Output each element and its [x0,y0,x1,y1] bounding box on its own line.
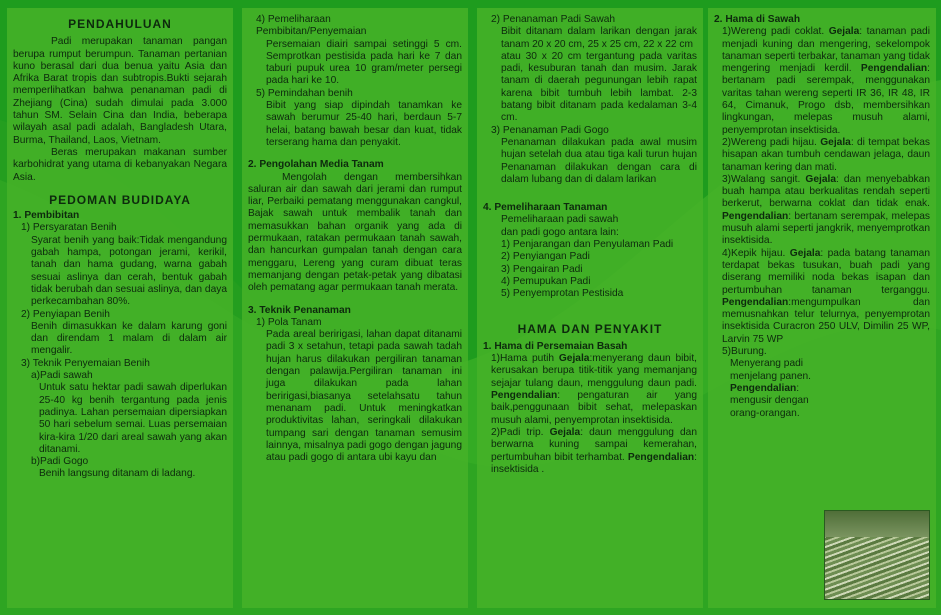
pest-name: 1)Hama putih [491,353,555,365]
pengendalian-text: : bertanam padi serempak, menggunakan varitas tahan wereng seperti IR 36, IR 48, IR 64, Cimanuk, Progo dsb, membersihkan lingkungan, melepas musuh alami, penyemprotan insektisida. [722,63,930,136]
pest-name: 3)Walang sangit. [722,173,801,185]
heading-teknik-penanaman: 3. Teknik Penanaman [248,304,351,316]
list-item: 5) Penyemprotan Pestisida [501,288,624,300]
pengendalian-label: Pengendalian [730,382,797,394]
pest-name: 4)Kepik hijau. [722,247,786,259]
text-wereng-coklat [714,26,930,137]
heading-persyaratan-benih: 1) Persyaratan Benih [21,222,117,234]
text-pemeliharaan: Persemaian diairi sampai setinggi 5 cm. Semprotkan pestisida pada hari ke 7 dan taburi pupuk urea 10 gram/meter persegi pada hari ke 10. [266,38,462,87]
gejala-label: Gejala [828,26,860,38]
gejala-text: : daun menggulung dan berwarna kuning sampai kemerahan, pertumbuhan bibit terhambat. [491,426,697,463]
pest-name: 1)Wereng padi coklat. [722,26,825,38]
text-pola-tanam: Pada areal beririgasi, lahan dapat ditanami padi 3 x setahun, tetapi pada sawah tadah hujan harus dilakukan pergiliran tanaman dengan palawija.Pergiliran tanaman ini juga dilakukan pada lahan beririgasi,biasanya setelahsatu tahun menanam padi. Untuk meningkatkan produktivitas lahan, seringkali dilakukan tumpang sari dengan tanaman semusim lainnya, misalnya padi gogo dengan jagung atau padi gogo di antara ubi kayu dan [266,329,462,464]
column-3 [477,8,703,608]
column-4 [708,8,936,608]
gejala-label: Gejala [549,426,581,438]
list-item: 4) Pemupukan Padi [501,275,591,287]
list-item: 2) Penyiangan Padi [501,251,590,263]
pengendalian-text: : insektisida . [491,451,697,475]
heading-pemindahan-benih: 5) Pemindahan benih [256,87,353,99]
text-penanaman-padi-gogo: Penanaman dilakukan pada awal musim hujan setelah dua atau tiga kali turun hujan Penanaman dilakukan dengan cara di dalam lubang dan di dalam larikan [501,136,697,185]
pengendalian-text: : pengaturan air yang baik,penggunaan bibit sehat, melepaskan musuh alami, penyemprotan insektisida. [491,390,697,426]
text-hama-putih [483,353,697,427]
heading-penanaman-padi-sawah: 2) Penanaman Padi Sawah [491,14,616,25]
text-pemindahan-benih: Bibit yang siap dipindah tanamkan ke sawah berumur 25-40 hari, berdaun 5-7 helai, batang bawah besar dan kuat, tidak terserang hama dan penyakit. [266,100,462,148]
intro-paragraph-1: Padi merupakan tanaman pangan berupa rumput berumpun. Tanaman pertanian kuno berasal dari dua benua yaitu Asia dan Afrika Barat tropis dan subtropis.Bukti sejarah memperlihatkan bahwa penanaman padi di Zhejiang (Cina) sudah dimulai pada 3.000 tahun SM. Selain Cina dan India, beberapa wilayah asal padi adalah, Bangladesh Utara, Burma, Thailand, Laos, Vietnam. [13,36,227,146]
text-penanaman-padi-sawah: Bibit ditanam dalam larikan dengan jarak tanam 20 x 20 cm, 25 x 25 cm, 22 x 22 cm [501,26,697,50]
text-walang-sangit [714,174,930,248]
heading-penanaman-padi-gogo: 3) Penanaman Padi Gogo [491,124,609,136]
gejala-text: : tanaman padi menjadi kuning dan mengering, sekelompok tanaman seperti terbakar, tanaman yang tidak mengering menjadi kerdil. [722,26,930,75]
column-1 [7,8,233,608]
pest-name: 5)Burung. [722,346,767,358]
text-kepik-hijau [714,248,930,346]
text-pemeliharaan-intro: Pemeliharaan padi sawah [501,214,619,226]
text-burung-pengendalian [722,383,822,420]
pengendalian-label: Pengendalian [627,451,695,463]
section-title-pendahuluan: PENDAHULUAN [68,17,172,31]
pengendalian-text: : mengusir dengan orang-orangan. [730,382,809,419]
heading-penyiapan-benih: 2) Penyiapan Benih [21,308,110,320]
heading-hama-persemaian: 1. Hama di Persemaian Basah [483,340,628,352]
gejala-text: : pada batang tanaman terdapat bekas tusukan, buah padi yang diserang memiliki noda bekas isapan dan pertumbuhan tanaman terganggu. [722,247,930,296]
list-item: 3) Pengairan Padi [501,263,583,275]
gejala-text: : dan menyebabkan buah hampa atau berkualitas rendah seperti berkerut, berwarna coklat dan tidak enak. [722,173,930,210]
text-pengolahan-media: Mengolah dengan membersihkan saluran air dan sawah dari jerami dan rumput liar, Perbaiki pematang menggunakan cangkul, Bajak sawah untuk membalik tanah dan memasukkan bahan organik yang ada di permukaan, ratakan permukaan tanah sawah, dan hancurkan gumpalan tanah dengan cara menggaru, Lereng yang curam dibuat teras memanjang dengan petak-petak yang dibatasi oleh pematang agar permukaan tanah merata. [248,171,462,294]
text-burung [714,346,822,420]
heading-hama-sawah: 2. Hama di Sawah [714,14,801,25]
pengendalian-label: Pengendalian [722,210,789,222]
pengendalian-label: Pengendalian [491,390,558,402]
heading-pembibitan-penyemaian: Pembibitan/Penyemaian [256,26,367,38]
text-pemeliharaan-intro-2: dan padi gogo antara lain: [501,226,619,238]
gejala-text: :menyerang daun bibit, kerusakan berupa titik-titik yang memanjang sejajar tulang daun, menggulung daun padi. [491,353,697,389]
gejala-label: Gejala [820,136,851,148]
section-title-hama: HAMA DAN PENYAKIT [517,321,663,336]
gejala-label: Gejala [805,173,836,185]
text-padi-gogo: Benih langsung ditanam di ladang. [39,468,196,480]
text-padi-trip [483,427,697,476]
text-penyiapan-benih: Benih dimasukkan ke dalam karung goni dan direndam 1 malam di dalam air mengalir. [31,320,227,357]
text-wereng-hijau [714,137,930,174]
intro-paragraph-2: Beras merupakan makanan sumber karbohidrat yang utama di kebanyakan Negara Asia. [13,146,227,183]
heading-pemeliharaan: 4) Pemeliharaan [256,14,331,25]
column-2 [242,8,468,608]
heading-padi-gogo: b)Padi Gogo [31,456,89,468]
list-item: 1) Penjarangan dan Penyulaman Padi [501,239,674,251]
text-burung-detail: Menyerang padi menjelang panen. [730,358,811,382]
heading-pengolahan-media: 2. Pengolahan Media Tanam [248,159,384,171]
text-penanaman-padi-sawah-2: atau 30 x 20 cm tergantung pada varitas padi, kesuburan tanah dan musim. Jarak tanam di daerah pegunungan lebih rapat karena bibit tumbuh lebih lambat. 2-3 batang bibit ditanam pada kedalaman 3-4 cm. [501,50,697,124]
pengendalian-text: : bertanam serempak, melepas musuh alami seperti jangkrik, menyemprotkan insektisida. [722,210,930,247]
heading-teknik-penyemaian: 3) Teknik Penyemaian Benih [21,357,150,369]
heading-pembibitan: 1. Pembibitan [13,210,80,222]
heading-padi-sawah: a)Padi sawah [31,370,93,382]
text-persyaratan-benih: Syarat benih yang baik:Tidak mengandung gabah hampa, potongan jerami, kerikil, tanah dan hama gudang, warna gabah sesuai aslinya dan cerah, bentuk gabah tidak berubah dan sesuai aslinya, dan daya perkecambahan 80%. [31,234,227,308]
pest-name: 2)Padi trip. [491,426,544,438]
section-title-pedoman: PEDOMAN BUDIDAYA [49,192,191,207]
pest-name: 2)Wereng padi hijau. [722,136,817,148]
pengendalian-label: Pengendalian [860,63,928,75]
heading-pola-tanam: 1) Pola Tanam [256,316,322,328]
heading-pemeliharaan-tanaman: 4. Pemeliharaan Tanaman [483,202,608,214]
gejala-text: : di tempat bekas hisapan akan tumbuh cendawan jelaga, daun tanaman kering dan mati. [722,136,930,173]
pengendalian-text: :mengumpulkan dan memusnahkan telur telurnya, penyemprotan insektisida Curacron 250 ULV, Dimilin 25 WP, Larvin 75 WP [722,296,930,345]
gejala-label: Gejala [789,247,821,259]
rice-terrace-photo [824,510,930,600]
text-padi-sawah: Untuk satu hektar padi sawah diperlukan 25-40 kg benih tergantung pada jenis padinya. Lahan persemaian dipersiapkan 50 hari sebelum semai. Luas persemaian kira-kira 1/20 dari areal sawah yang akan ditanami. [39,382,227,455]
pengendalian-label: Pengendalian [722,296,789,308]
gejala-label: Gejala [558,353,590,365]
